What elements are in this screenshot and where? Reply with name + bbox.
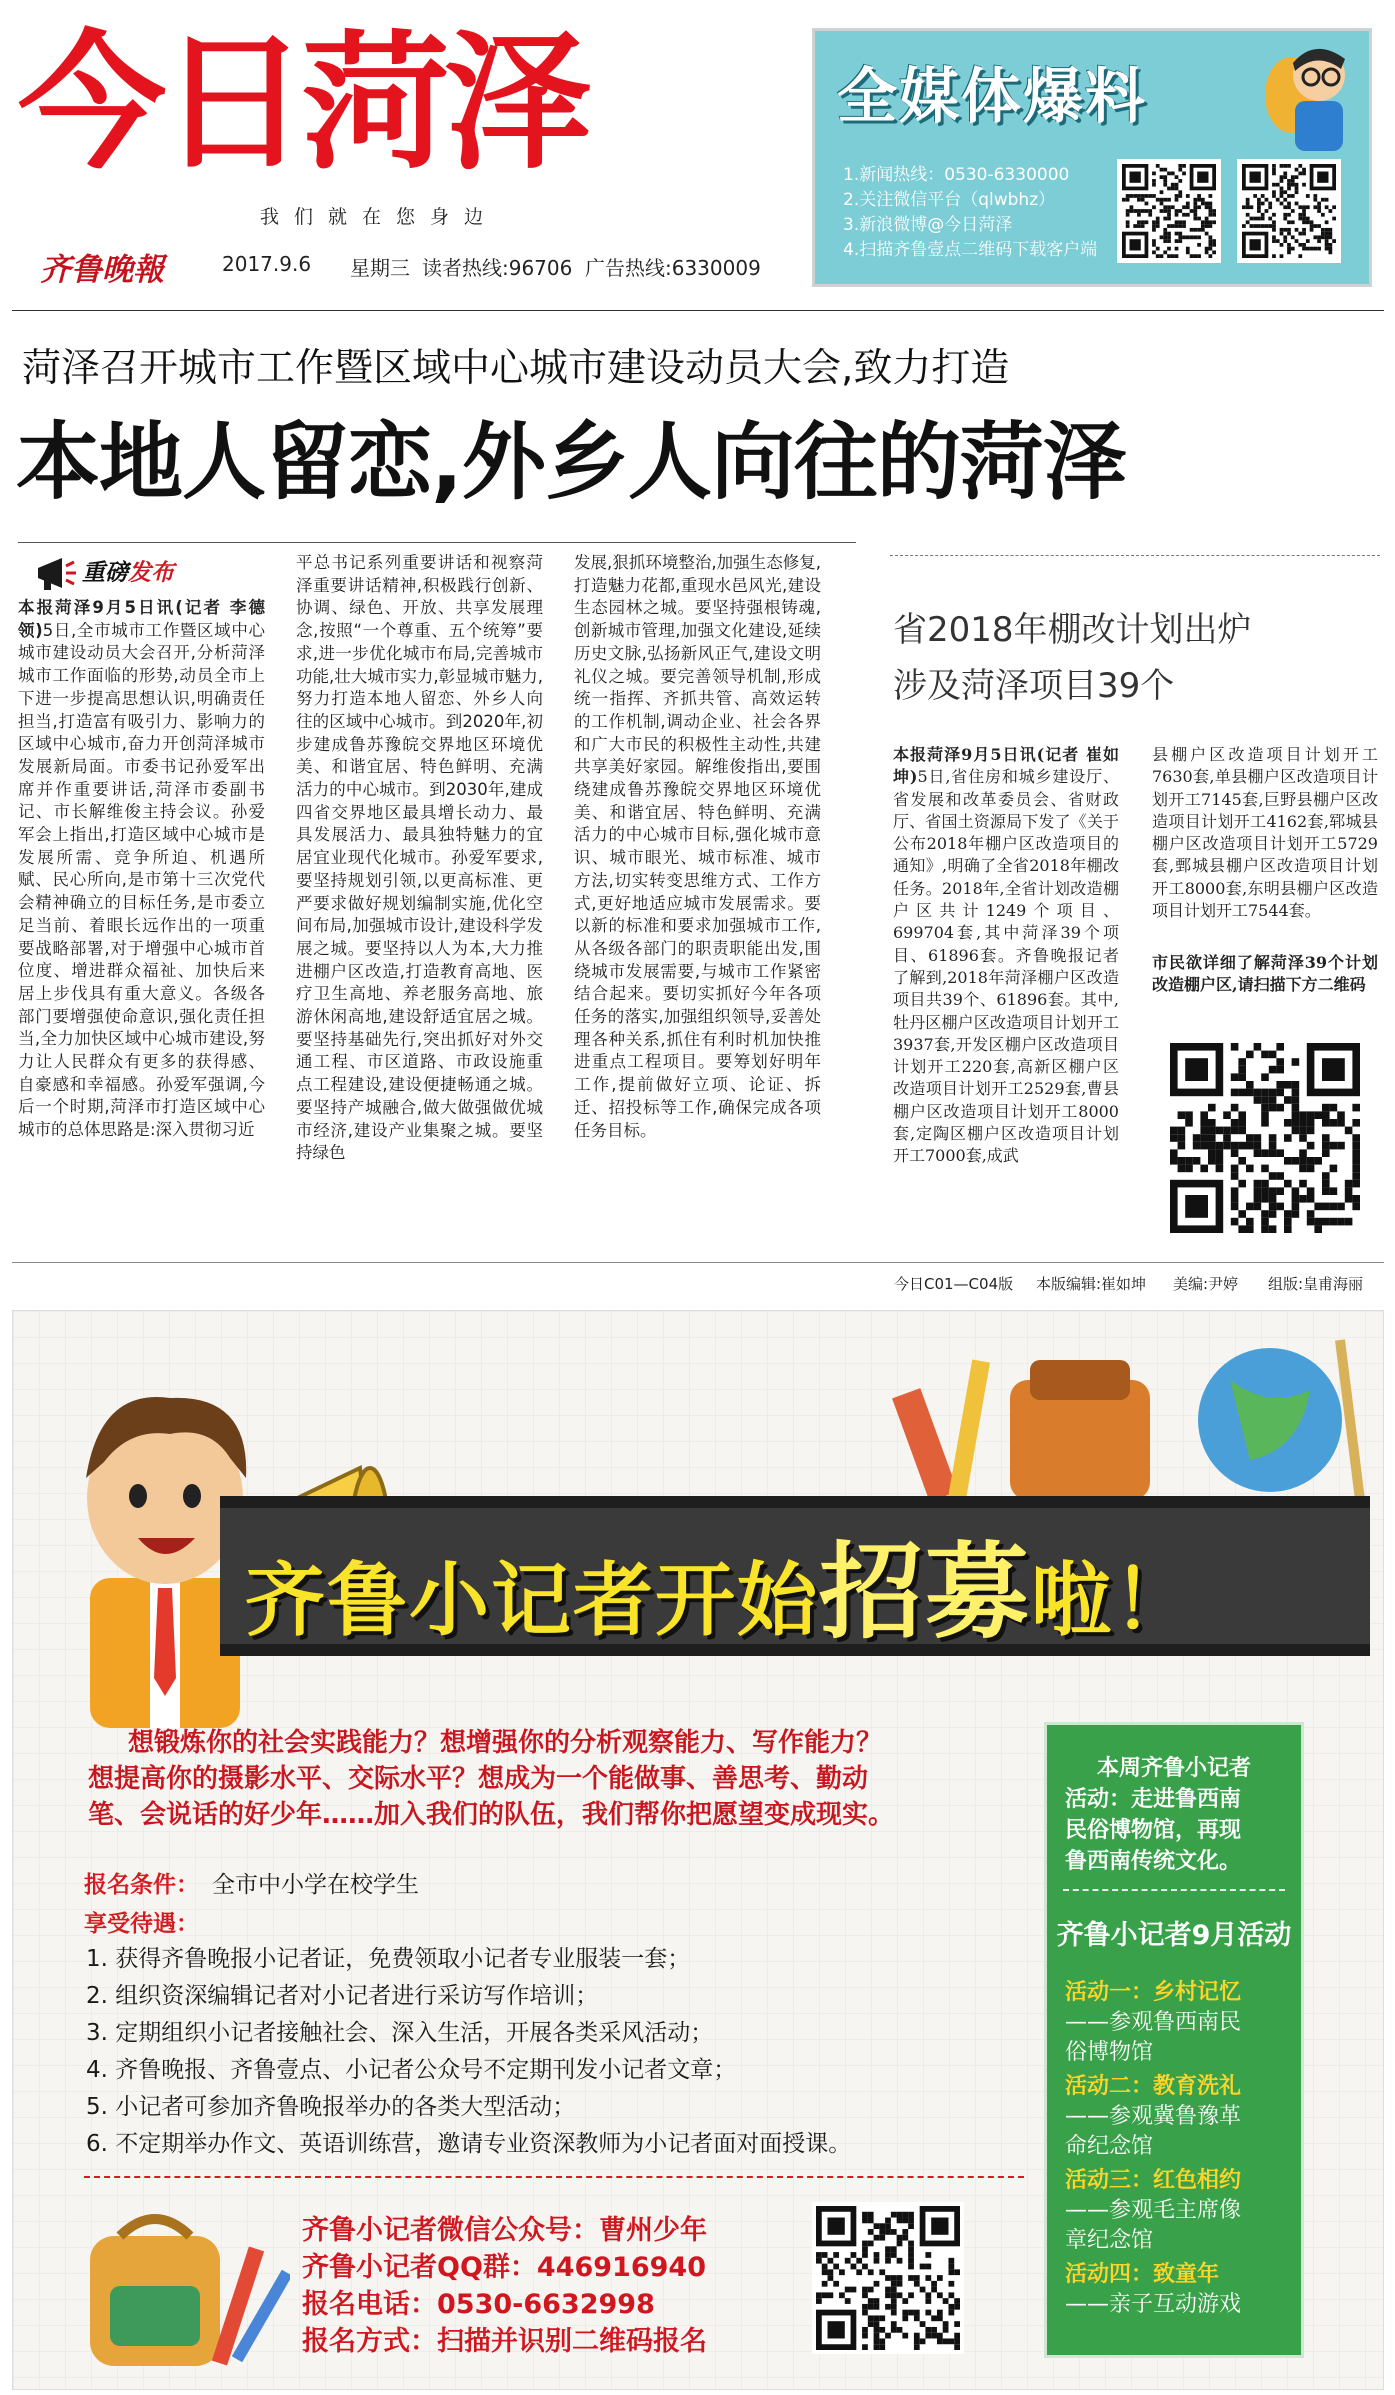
benefits-label: 享受待遇： — [84, 1911, 199, 1937]
article-column-3 — [574, 552, 821, 1237]
september-activities-title: 齐鲁小记者9月活动 — [1056, 1920, 1292, 1951]
side-article-note: 市民欲详细了解菏泽39个计划改造棚户区,请扫描下方二维码 — [1152, 953, 1378, 995]
benefit-item: 1. 获得齐鲁晚报小记者证，免费领取小记者专业服装一套； — [86, 1946, 691, 1972]
activity-heading: 活动三：红色相约 — [1065, 2168, 1242, 2193]
qr-code-signup[interactable] — [812, 2202, 964, 2354]
article-column-2 — [296, 552, 543, 1237]
issue-weekday: 星期三 — [350, 256, 410, 280]
week-activity-line: 活动：走进鲁西南 — [1065, 1787, 1242, 1812]
editor-credit: 本版编辑:崔如坤 — [1036, 1275, 1147, 1293]
issue-date: 2017.9.6 — [222, 252, 312, 276]
feature-badge — [28, 550, 228, 594]
requirement-label: 报名条件： — [84, 1872, 199, 1898]
signup-method: 报名方式：扫描并识别二维码报名 — [302, 2326, 707, 2357]
activity-detail: ——参观毛主席像 — [1065, 2198, 1242, 2223]
wechat-account: 齐鲁小记者微信公众号：曹州少年 — [302, 2215, 707, 2246]
masthead-slogan: 我们就在您身边 — [260, 206, 499, 228]
side-article-column-1 — [893, 744, 1119, 1232]
article-text: 平总书记系列重要讲话和视察菏泽重要讲话精神,积极践行创新、协调、绿色、开放、共享发展理念,按照“一个尊重、五个统筹”要求,进一步优化城市布局,完善城市功能,壮大城市实力,彰显城市魅力,努力打造本地人留恋、外乡人向往的区域中心城市。到2020年,初步建成鲁苏豫皖交界地区环境优美、和谐宜居、特色鲜明、充满活力的中心城市。到2030年,建成四省交界地区最具增长动力、最具发展活力、最具独特魅力的宜居宜业现代化城市。孙爱军要求,要坚持规划引领,以更高标准、更严要求做好规划编制实施,优化空间布局,加强城市设计,建设科学发展之城。要坚持以人为本,大力推进棚户区改造,打造教育高地、医疗卫生高地、养老服务高地、旅游休闲高地,建设舒适宜居之城。要坚持基础先行,突出抓好对外交通工程、市区道路、市政设施重点工程建设,建设便捷畅通之城。要坚持产城融合,做大做强做优城市经济,建设产业集聚之城。要坚持绿色 — [296, 553, 543, 1163]
reader-hotline: 读者热线:96706 — [422, 256, 573, 280]
main-headline: 本地人留恋,外乡人向往的菏泽 — [16, 413, 1126, 511]
ad-line: 1.新闻热线：0530-6330000 — [843, 165, 1070, 185]
paper-logo: 齐鲁晚報 — [40, 252, 164, 288]
activities-panel — [1044, 1722, 1304, 2358]
activity-detail: ——亲子互动游戏 — [1065, 2292, 1242, 2317]
badge-word-1: 重磅 — [82, 560, 128, 586]
requirement-value: 全市中小学在校学生 — [212, 1872, 419, 1898]
signup-phone: 报名电话：0530-6632998 — [302, 2289, 655, 2320]
ad-hotline: 广告热线:6330009 — [585, 256, 761, 280]
tip-off-ad — [812, 28, 1372, 287]
qr-code-wechat[interactable] — [1237, 159, 1341, 263]
layout-credit: 组版:皇甫海丽 — [1268, 1275, 1364, 1293]
school-supplies-icon — [890, 1320, 1370, 1510]
backpack-icon — [60, 2206, 290, 2376]
ad-line: 4.扫描齐鲁壹点二维码下载客户端 — [843, 240, 1098, 260]
recruit-intro-line: 想锻炼你的社会实践能力？想增强你的分析观察能力、写作能力？ — [128, 1728, 883, 1758]
badge-word-2: 发布 — [128, 560, 174, 586]
side-article-text: 县棚户区改造项目计划开工7630套,单县棚户区改造项目计划开工7145套,巨野县棚户区改造项目计划开工4162套,郓城县棚户区改造项目计划开工5729套,鄄城县棚户区改造项目计划开工8000套,东明县棚户区改造项目计划开工7544套。 — [1152, 745, 1378, 921]
week-activity-line: 鲁西南传统文化。 — [1065, 1849, 1242, 1874]
week-activity-line: 本周齐鲁小记者 — [1096, 1756, 1251, 1781]
ad-line: 2.关注微信平台（qlwbhz） — [843, 190, 1056, 210]
activity-detail: 俗博物馆 — [1065, 2040, 1154, 2065]
activity-heading: 活动二：教育洗礼 — [1065, 2074, 1242, 2099]
qr-code-shantytown[interactable] — [1158, 1038, 1372, 1238]
recruit-headline-emphasis: 招募 — [819, 1531, 1032, 1653]
masthead-title: 今日菏泽 — [18, 17, 586, 189]
side-headline-line-2: 涉及菏泽项目39个 — [893, 666, 1175, 706]
activity-heading: 活动四：致童年 — [1065, 2262, 1220, 2287]
benefit-item: 2. 组织资深编辑记者对小记者进行采访写作培训； — [86, 1983, 599, 2009]
tip-off-title: 全媒体爆料 — [837, 62, 1147, 132]
cartoon-kid-icon — [1255, 35, 1367, 153]
ad-line: 3.新浪微博@今日菏泽 — [843, 215, 1013, 235]
page-range: 今日C01—C04版 — [894, 1275, 1014, 1293]
benefit-item: 5. 小记者可参加齐鲁晚报举办的各类大型活动； — [86, 2094, 576, 2120]
headline-kicker: 菏泽召开城市工作暨区域中心城市建设动员大会,致力打造 — [22, 346, 1010, 391]
recruit-headline-part: 齐鲁小记者开始 — [245, 1554, 819, 1647]
side-article-byline: 本报菏泽9月5日讯(记者 崔如坤) — [893, 745, 1119, 787]
activity-detail: 章纪念馆 — [1065, 2228, 1154, 2253]
recruit-headline — [245, 1508, 1195, 1658]
article-byline: 本报菏泽9月5日讯(记者 李德领) — [18, 598, 265, 640]
activity-detail: ——参观冀鲁豫革 — [1065, 2104, 1242, 2129]
side-article-text: 5日,省住房和城乡建设厅、省发展和改革委员会、省财政厅、省国土资源局下发了《关于公布2018年棚户区改造项目的通知》,明确了全省2018年棚改任务。2018年,全省计划改造棚户区共计1249个项目、699704套,其中菏泽39个项目、61896套。齐鲁晚报记者了解到,2018年菏泽棚户区改造项目共39个、61896套。其中,牡丹区棚户区改造项目计划开工3937套,开发区棚户区改造项目计划开工220套,高新区棚户区改造项目计划开工2529套,曹县棚户区改造项目计划开工8000套,定陶区棚户区改造项目计划开工7000套,成武 — [893, 767, 1119, 1166]
activity-detail: 命纪念馆 — [1065, 2134, 1154, 2159]
article-text: 发展,狠抓环境整治,加强生态修复,打造魅力花都,重现水邑风光,建设生态园林之城。要坚持强根铸魂,创新城市管理,加强文化建设,延续历史文脉,弘扬新风正气,建设文明礼仪之城。要完善领导机制,形成统一指挥、齐抓共管、高效运转的工作机制,调动企业、社会各界和广大市民的积极性主动性,共建共享美好家园。解维俊指出,要围绕建成鲁苏豫皖交界地区环境优美、和谐宜居、特色鲜明、充满活力的中心城市目标,强化城市意识、城市眼光、城市标准、城市方法,切实转变思维方式、工作方式,更好地适应城市发展需求。要以新的标准和要求加强城市工作,从各级各部门的职责职能出发,围绕城市发展需要,与城市工作紧密结合起来。要切实抓好今年各项任务的落实,加强组织领导,妥善处理各种关系,抓住有利时机加快推进重点工程项目。要筹划好明年工作,提前做好立项、论证、拆迁、招投标等工作,确保完成各项任务目标。 — [574, 553, 821, 1140]
benefit-item: 6. 不定期举办作文、英语训练营，邀请专业资深教师为小记者面对面授课。 — [86, 2131, 852, 2157]
qq-group: 齐鲁小记者QQ群：446916940 — [302, 2252, 706, 2283]
recruit-headline-part: 啦！ — [1031, 1554, 1196, 1647]
recruit-intro-line: 笔、会说话的好少年……加入我们的队伍，我们帮你把愿望变成现实。 — [88, 1800, 895, 1830]
design-credit: 美编:尹婷 — [1173, 1275, 1239, 1293]
recruit-intro-line: 想提高你的摄影水平、交际水平？想成为一个能做事、善思考、勤动 — [88, 1764, 869, 1794]
article-column-1 — [18, 597, 265, 1237]
activity-detail: ——参观鲁西南民 — [1065, 2010, 1242, 2035]
side-article-column-2 — [1152, 744, 1378, 940]
side-headline-line-1: 省2018年棚改计划出炉 — [893, 610, 1252, 650]
article-text: 5日,全市城市工作暨区域中心城市建设动员大会召开,分析菏泽城市工作面临的形势,动员全市上下进一步提高思想认识,明确责任担当,打造富有吸引力、影响力的区域中心城市,奋力开创菏泽城市发展新局面。市委书记孙爱军出席并作重要讲话,菏泽市委副书记、市长解维俊主持会议。孙爱军会上指出,打造区域中心城市是发展所需、竞争所迫、机遇所赋、民心所向,是市第十三次党代会精神确立的目标任务,是市委立足当前、着眼长远作出的一项重要战略部署,对于增强中心城市首位度、增进群众福祉、加快后来居上步伐具有重大意义。各级各部门要增强使命意识,强化责任担当,全力加快区域中心城市建设,努力让人民群众有更多的获得感、自豪感和幸福感。孙爱军强调,今后一个时期,菏泽市打造区域中心城市的总体思路是:深入贯彻习近 — [18, 620, 265, 1140]
benefit-item: 4. 齐鲁晚报、齐鲁壹点、小记者公众号不定期刊发小记者文章； — [86, 2057, 737, 2083]
week-activity-line: 民俗博物馆，再现 — [1065, 1818, 1242, 1843]
activity-heading: 活动一：乡村记忆 — [1065, 1980, 1242, 2005]
megaphone-icon — [34, 554, 78, 592]
benefit-item: 3. 定期组织小记者接触社会、深入生活，开展各类采风活动； — [86, 2020, 714, 2046]
qr-code-app[interactable] — [1117, 159, 1221, 263]
